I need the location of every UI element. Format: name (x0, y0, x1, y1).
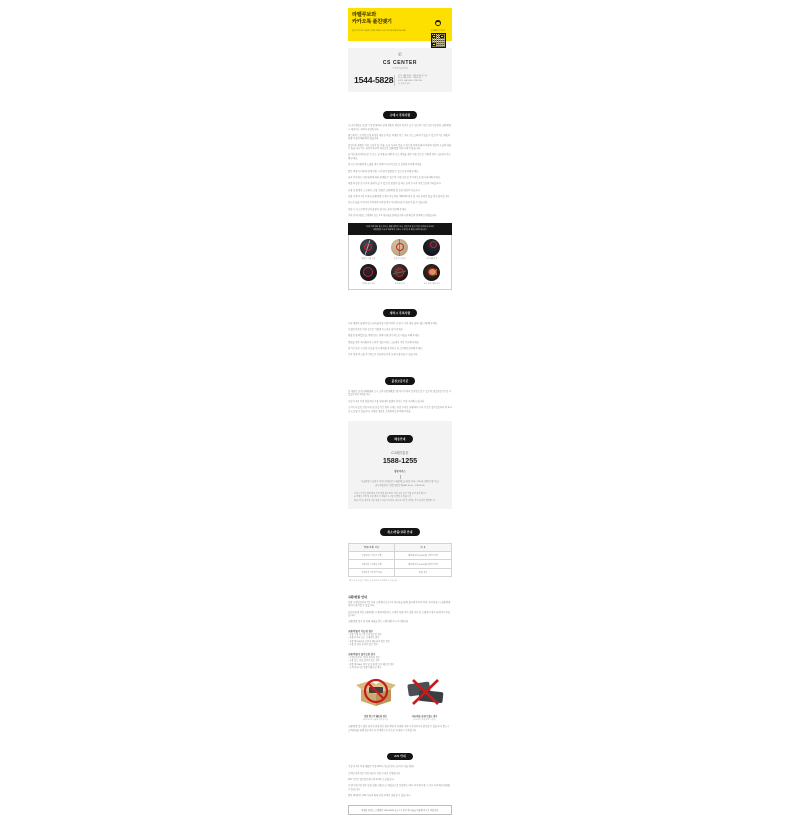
example-subcaption: (스크래치, 오염 발생 시 불가) (413, 719, 436, 722)
purchase-note: 사용 중 발생한 스크래치, 오염, 변형은 교환/반품 및 보상 대상이 아닙니다. (348, 189, 421, 192)
purchase-note: 습기와 물에 약하므로 비 오는 날 착용을 피해 주시고, 젖었을 경우 마른 천으로 가볍게 닦아 그늘에서 건조해 주세요. (348, 154, 451, 160)
care-note: 가죽 제품은 물세탁 및 드라이클리닝이 불가하며, 오염 시 가죽 전용 클리너를 사용해 주세요. (348, 322, 438, 325)
purchase-note: 상품 수령 후 7일 이내에 교환/반품 신청이 가능하며, 택(TAG) 제거 및 사용 흔적이 있을 경우 불가합니다. (348, 195, 450, 198)
list-item: - 사용 및 착용 흔적이 없는 경우 (348, 644, 452, 648)
shipping-section (348, 421, 452, 509)
defect-example (417, 239, 446, 260)
damaged-box-illustration (355, 677, 397, 707)
exchange-closing-note: 교환/반품 접수 없이 임의로 반송하신 경우 확인이 어려워 처리가 지연되거나 불가할 수 있습니다. 반드시 고객센터를 통해 접수하신 후 안내받으신 주소로 보내주시기 바랍니다. (348, 726, 450, 732)
as-note: 수선이 불가한 경우 동일 상품 교환 또는 적립금으로 보상해 드리며, 부자재 단종 시 유사 부자재로 대체될 수 있습니다. (348, 785, 450, 791)
phone-icon: ✆ (397, 52, 403, 58)
defect-caption: 부자재 잔기스 (394, 283, 406, 286)
cell-cost: 반품 불가 (395, 568, 452, 576)
as-note: 고객님 부주의로 인한 파손은 유상 수리로 진행됩니다. (348, 772, 401, 775)
defect-example (354, 239, 383, 260)
exchange-paragraph: 교환/반품 접수 전 아래 내용을 반드시 확인해 주시기 바랍니다. (348, 621, 409, 624)
care-notes-section (348, 301, 452, 358)
defect-example (386, 264, 415, 285)
care-note: 가죽 전용 왁스를 주기적으로 사용하면 더욱 오래 사용하실 수 있습니다. (348, 354, 418, 357)
exchange-no-title: 교환/반품이 불가능한 경우 (348, 652, 376, 656)
quality-section (348, 369, 452, 414)
care-note: 젖었을 경우 직사광선과 드라이기를 피하고 그늘에서 자연 건조해 주세요. (348, 341, 420, 344)
quality-pill: 품질보증기준 (385, 377, 416, 385)
care-note: 장기간 보관 시 신문지 등을 넣어 형태를 유지하고 더스트백에 보관해 주세요. (348, 348, 423, 351)
exchange-heading: 교환/반품 안내 (348, 595, 368, 600)
list-item: - 사용 또는 착용 흔적이 있는 경우 (348, 660, 452, 664)
kakao-friend-id: @ 라벨루보 친구추가 (431, 31, 445, 32)
kakao-banner-title (352, 12, 418, 26)
as-note: A/S 기간은 접수일로부터 약 2~3주 소요됩니다. (348, 779, 395, 782)
care-notes-pill: 세탁시 주의사항 (383, 309, 418, 317)
shipping-notes (354, 493, 446, 503)
used-item-illustration (404, 677, 446, 707)
purchase-note: 기타 문의사항은 고객센터 또는 1:1 게시판을 통해 남겨주시면 빠르게 안내해 드리겠습니다. (348, 214, 437, 217)
cs-center-title: CS CENTER (382, 59, 418, 66)
shipping-note: 오후 2시 이전 결제 완료 건은 당일 출고되며, 이후 주문 건은 익일 순차 출고됩니다. (354, 493, 427, 496)
defect-banner-line2: 교환/반품 사유에 해당되지 않으니 구매 전 꼭 확인 부탁드립니다. (372, 228, 428, 231)
kakao-banner-title-line2: 카카오톡 플친맺기 (352, 18, 392, 25)
quality-note: 소비자 과실로 인한 하자 및 보증기간 경과 시에는 유상 수리로 진행되며, 수리 기간은 접수일로부터 약 2~3주 소요될 수 있습니다. 자세한 내용은 고객센터로 문의해 주세요. (348, 407, 452, 413)
cell-reason: 단순변심 / 사이즈 교환 (349, 552, 395, 560)
list-item: - 고객 부주의로 상품이 훼손된 경우 (348, 667, 452, 671)
defect-caption: 로고 각인 / 엠보 자국 (423, 283, 440, 286)
table-header-reason: 반품/교환 사유 (349, 543, 395, 551)
pickup-address-line2: (주) 라벨루보 / 평일 방문수령 AM 10:00 ~ PM 05:00 (375, 484, 425, 487)
table-header-cost: 비 용 (395, 543, 452, 551)
cs-hours-line: 일, 공휴일 휴무 (398, 83, 410, 86)
defect-caption: 재봉선 / 실밥 마감 (361, 257, 376, 260)
shipping-pill: 배송안내 (387, 435, 412, 443)
quality-intro: 본 제품은 공정거래위원회 고시 소비자분쟁해결기준에 의거하여 보상받으실 수 있으며, 품질보증기간은 구입일로부터 1년입니다. (348, 390, 452, 397)
defect-example (386, 239, 415, 260)
divider (400, 475, 401, 479)
returns-pill: 취소/반품/교환 안내 (380, 528, 419, 536)
damaged-box-example (355, 677, 397, 721)
defect-caption: 가죽 표면의 결 (426, 257, 438, 260)
cs-hours-line: 점 심 : AM 12:00 ~ PM 01:00 (398, 77, 421, 80)
exchange-paragraph: 상품 수령일로부터 7일 이내 고객센터 또는 1:1 게시판을 통해 접수해 주셔야 하며, 임의 반송 시 교환/반품 처리가 불가할 수 있습니다. (348, 601, 451, 608)
as-contact-box: 자세한 문의는 고객센터 1544-5828 또는 1:1 문의 게시판을 이용해 주시기 바랍니다. (348, 805, 452, 816)
defect-photo (360, 264, 377, 281)
purchase-note: 과도한 힘을 가하거나 무리하게 사용할 경우 부자재 파손의 원인이 될 수 있습니다. (348, 202, 428, 205)
list-item: - 상품 수령 후 7일 이내 접수된 경우 (348, 634, 452, 638)
as-note: 구입 후 1년 이내 제품은 무상 A/S가 가능합니다. (소비자 과실 제외) (348, 766, 414, 769)
defect-photo (391, 264, 408, 281)
used-item-example (404, 677, 446, 721)
pickup-address-line1: 서울특별시 금천구 가산디지털1로 5 대륭테크노타운 20차, 1204호 (방문수령 가능) (361, 481, 439, 484)
product-detail-page (348, 0, 452, 827)
as-section (348, 744, 452, 815)
cs-hours (394, 75, 446, 87)
purchase-note: 금속 부자재는 사용 환경에 따라 변색될 수 있으며, 마른 천으로 주기적으로 닦아 관리해 주세요. (348, 176, 441, 179)
cs-hours-line: 토요일 : AM 10:00 ~ PM 01:00 (398, 80, 423, 83)
kakaotalk-icon (435, 20, 442, 27)
exchange-ok-title: 교환/반품이 가능한 경우 (348, 629, 374, 633)
returns-section (348, 520, 452, 582)
cell-cost: 왕복배송비 (6,000원) 판매자 부담 (395, 560, 452, 568)
as-pill: A/S 안내 (387, 753, 413, 761)
courier-name: CJ대한통운 (391, 450, 409, 455)
defect-guide (348, 223, 452, 290)
defect-photo (423, 264, 440, 281)
cell-reason: 사용흔적 / 택 제거 상품 (349, 568, 395, 576)
example-subcaption: (보호 박스도 상품의 일부입니다) (362, 719, 389, 722)
cs-center-card (348, 48, 452, 92)
defect-guide-banner (348, 223, 452, 234)
as-note: 왕복 택배비는 A/S 사유에 따라 부담 주체가 달라질 수 있습니다. (348, 795, 411, 798)
defect-banner-line1: 아래 이미지와 같은 경우는 제품 불량이 아닌 천연가죽 및 수작업 공정의 특성으로 (366, 225, 434, 228)
defect-photo (423, 239, 440, 256)
defect-caption: 미세한 본드 자국 (361, 283, 375, 286)
courier-phone-number: 1588-1255 (382, 455, 418, 465)
defect-caption: 원단 결 / 잔주름 (393, 257, 407, 260)
kakao-banner-text (352, 12, 418, 38)
returns-cost-table (348, 543, 452, 578)
table-row (349, 552, 452, 560)
cell-cost: 왕복배송비 (6,000원) 구매자 부담 (395, 552, 452, 560)
purchase-note: 천연가죽 제품은 가죽 고유의 결, 주름, 모공 자국이 있을 수 있으며 부위에 따라 색상과 질감이 조금씩 다를 수 있습니다. 이는 천연가죽만의 특성으로 교환/반품 사유가 되지 않습니다. (348, 144, 452, 151)
exchange-paragraph: 단순변심에 의한 교환/반품 시 왕복 배송비는 구매자 부담이며, 상품 하자 및 오배송의 경우 판매자가 부담합니다. (348, 611, 450, 618)
example-caption: 상품 박스가 훼손된 경우 (364, 715, 387, 718)
care-note: 오염된 부분은 마른 천으로 가볍게 두드리듯 닦아 주세요. (348, 329, 404, 332)
visit-service-label: 방문서비스 (394, 470, 406, 474)
defect-example-grid (348, 235, 452, 290)
shipping-note: 배송기간은 출고일 기준 평균 2~3일 소요되며, 제주/도서산간 지역은 추가 운임이 발생합니다. (354, 499, 437, 502)
purchase-notes-pill: 구매시 주의사항 (383, 111, 418, 119)
cs-center-subtitle: 고객센터운영안내 (392, 68, 408, 70)
defect-example (354, 264, 383, 285)
purchase-note: 밝은 색상의 의류와 함께 착용 시 이염이 발생할 수 있으니 주의해 주세요. (348, 170, 419, 173)
care-note: 휘발성 용제(알코올, 벤젠 등)는 변색의 원인이 되므로 사용을 피해 주세요. (348, 335, 420, 338)
defect-photo (391, 239, 408, 256)
purchase-notes-section (348, 103, 452, 218)
list-item: - 상품 택(TAG)과 포장이 훼손되지 않은 경우 (348, 641, 452, 645)
cs-hours-line: 평 일 : AM 10:00 ~ PM 05:00 (월~금) (398, 74, 428, 77)
kakao-qr-code (431, 33, 446, 48)
purchase-note: 모니터 해상도 및 밝기 설정에 따라 실제 상품의 색상과 차이가 날 수 있으며, 이로 인한 단순변심 교환/반품 시 배송비는 구매자 부담입니다. (348, 125, 452, 131)
list-item: - 수령일로부터 7일이 경과한 경우 (348, 657, 452, 661)
defect-example (417, 264, 446, 285)
list-item: - 상품 택(TAG) 제거 및 포장(박스)이 훼손된 경우 (348, 664, 452, 668)
quality-note: 구입 후 1년 이내 정상적인 사용 상태에서 발생한 하자는 무상 수리해 드립니다. (348, 400, 425, 403)
kakao-banner-subtitle: 플친 추가하고 쿠폰과 다양한 혜택 소식을 가장 빠르게 받아보세요 (352, 30, 406, 33)
table-row (349, 568, 452, 576)
exchange-no-list (348, 657, 452, 672)
cell-reason: 상품하자 / 오배송 교환 (349, 560, 395, 568)
purchase-note: 제품 특성상 초기 가죽 냄새가 날 수 있으며, 통풍이 잘 되는 곳에 두시면 자연스럽게 사라집니다. (348, 183, 442, 186)
table-footnote: * 제주 및 도서산간 지역은 추가 배송비가 발생할 수 있습니다. (348, 580, 398, 583)
purchase-note: 핸드메이드 수작업 공정 특성상 재봉선 마감, 미세한 본드 자국, 잔스크래치가 있을 수 있으며 이는 제품의 불량 사유에 해당되지 않습니다. (348, 134, 450, 141)
kakao-plus-friend-banner (348, 8, 452, 41)
shipping-note: ※ 택배사 사정 및 주문 폭주 시 배송이 1~2일 지연될 수 있습니다. (354, 496, 412, 499)
list-item: - 상품의 하자 또는 오배송의 경우 (348, 637, 452, 641)
purchase-note: 보관 시 더스트백에 넣어 통풍이 잘 되는 곳에 보관해 주세요. (348, 208, 407, 211)
pickup-address (354, 481, 446, 488)
exchange-ok-list (348, 634, 452, 649)
exchange-detail-section (348, 595, 452, 733)
table-row (349, 560, 452, 568)
purchase-note: 장시간 직사광선에 노출될 경우 변색의 우려가 있으니 보관에 주의해 주세요. (348, 164, 423, 167)
kakao-banner-title-line1: 라벨루보와 (352, 11, 377, 18)
cs-phone-number: 1544-5828 (354, 75, 394, 86)
example-caption: 사용/착용 흔적이 있는 경우 (411, 715, 438, 718)
defect-photo (360, 239, 377, 256)
